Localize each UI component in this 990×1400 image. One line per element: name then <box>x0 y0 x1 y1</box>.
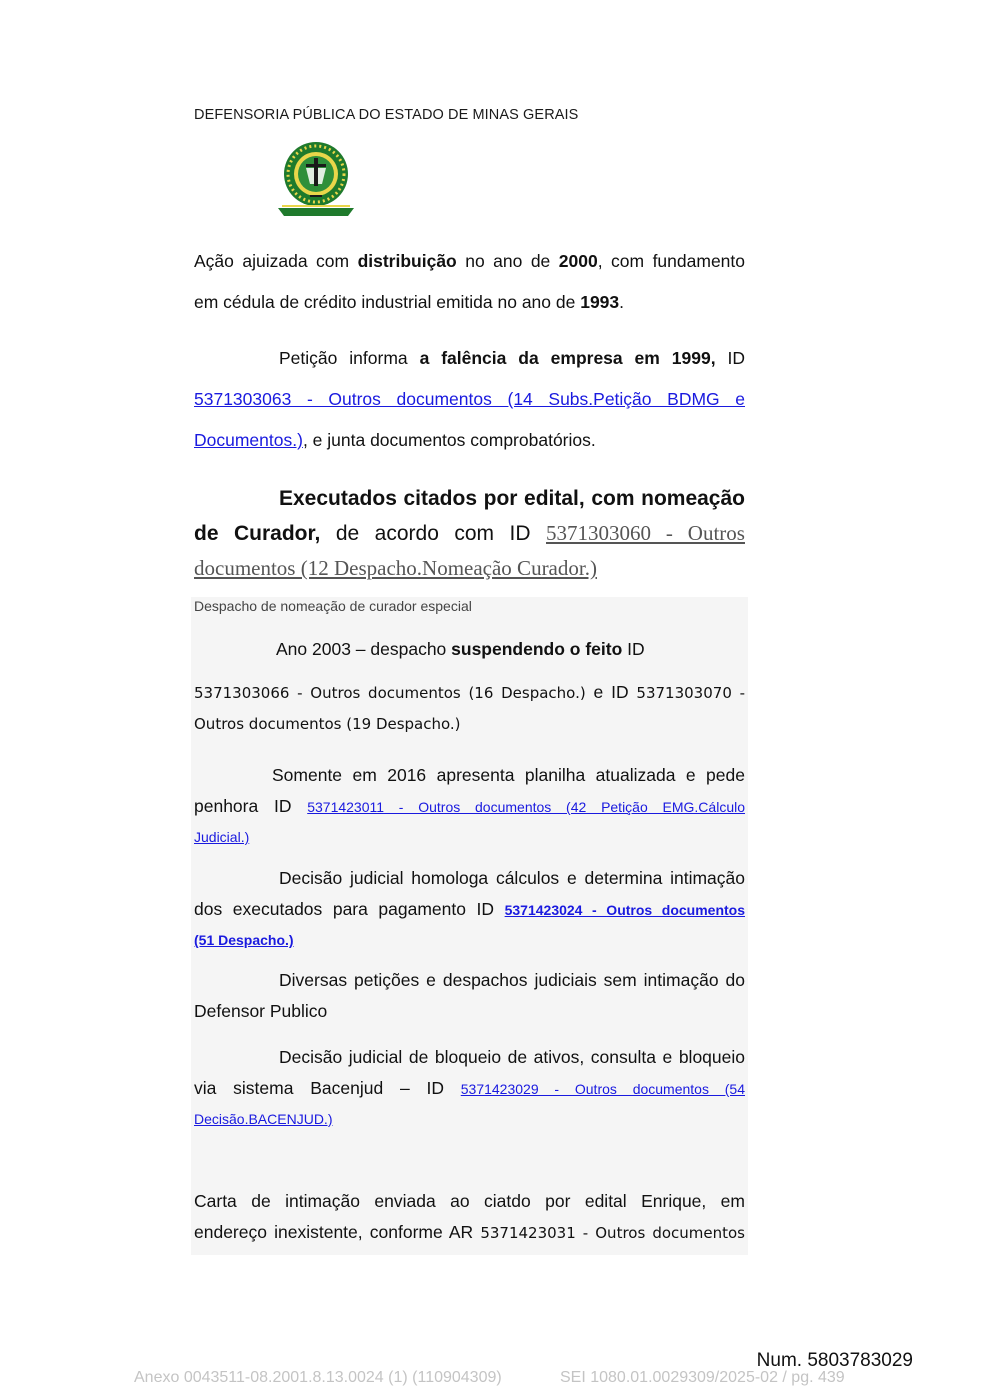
text: dos executados para pagamento ID <box>194 899 505 919</box>
paragraph-suspension <box>194 629 745 737</box>
paragraph-homologation <box>194 863 745 953</box>
annex-watermark: Anexo 0043511-08.2001.8.13.0024 (1) (110904309) <box>134 1369 502 1386</box>
bold-text: a falência da empresa em 1999, <box>419 348 716 368</box>
text: Carta de intimação enviada ao ciatdo por edital Enrique, em <box>194 1191 745 1211</box>
text: em cédula de crédito industrial emitida no ano de <box>194 292 581 312</box>
paragraph-letter <box>194 1186 745 1249</box>
text: via sistema Bacenjud – ID <box>194 1078 461 1098</box>
text: Somente em 2016 apresenta planilha atualizada e pede <box>272 765 745 785</box>
text: Ano 2003 – despacho <box>276 639 452 659</box>
document-number: Num. 5803783029 <box>756 1350 913 1371</box>
text: Decisão judicial de bloqueio de ativos, consulta e bloqueio <box>279 1047 745 1067</box>
document-link[interactable]: 5371423024 - Outros documentos <box>504 902 745 918</box>
text: , com fundamento <box>597 251 745 271</box>
text: penhora ID <box>194 796 308 816</box>
bold-text: 1993 <box>580 292 620 312</box>
text: endereço inexistente, conforme AR <box>194 1222 481 1242</box>
sei-watermark: SEI 1080.01.0029309/2025-02 / pg. 439 <box>560 1369 845 1386</box>
paragraph-bacenjud <box>194 1042 745 1132</box>
document-link[interactable]: Decisão.BACENJUD.) <box>194 1111 333 1127</box>
text: . <box>619 292 625 312</box>
document-ref: 5371423031 - Outros documentos <box>480 1224 745 1242</box>
paragraph-2016 <box>194 760 745 850</box>
document-link[interactable]: 5371423029 - Outros documentos (54 <box>460 1081 745 1097</box>
document-link[interactable]: 5371303063 - Outros documentos (14 Subs.Petição BDMG e <box>194 389 745 409</box>
text: ID <box>622 639 645 659</box>
note-curator: Despacho de nomeação de curador especial <box>194 598 472 614</box>
text: Diversas petições e despachos judiciais sem intimação do <box>279 970 745 990</box>
text: , e junta documentos comprobatórios. <box>302 430 596 450</box>
document-link[interactable]: Documentos.) <box>194 430 303 450</box>
document-link[interactable]: Judicial.) <box>194 829 250 845</box>
document-link[interactable]: 5371303060 - Outros <box>546 521 745 545</box>
bold-text: distribuição <box>357 251 457 271</box>
document-ref: Outros documentos (19 Despacho.) <box>194 715 461 733</box>
paragraph-petitions <box>194 965 745 1027</box>
org-header: DEFENSORIA PÚBLICA DO ESTADO DE MINAS GERAIS <box>194 107 579 123</box>
paragraph-filing <box>194 241 745 323</box>
document-link[interactable]: (51 Despacho.) <box>194 932 294 948</box>
text: de acordo com ID <box>320 522 547 545</box>
document-link[interactable]: 5371423011 - Outros documentos (42 Petição EMG.Cálculo <box>307 799 745 815</box>
document-ref: 5371303070 - <box>636 684 745 702</box>
paragraph-curator <box>194 481 745 586</box>
defensoria-seal-icon <box>270 138 362 220</box>
document-link[interactable]: documentos (12 Despacho.Nomeação Curador.) <box>194 556 597 580</box>
text: Defensor Publico <box>194 1001 328 1021</box>
text: e ID <box>585 682 637 702</box>
bold-text: de Curador, <box>194 522 321 545</box>
paragraph-bankruptcy <box>194 338 745 461</box>
text: no ano de <box>456 251 559 271</box>
bold-text: suspendendo o feito <box>451 639 623 659</box>
text: Decisão judicial homologa cálculos e determina intimação <box>279 868 745 888</box>
text: ID <box>715 348 745 368</box>
document-ref: 5371303066 - Outros documentos (16 Despacho.) <box>194 684 586 702</box>
bold-text: 2000 <box>558 251 598 271</box>
text: Petição informa <box>279 348 420 368</box>
bold-text: Executados citados por edital, com nomeação <box>279 487 745 510</box>
text: Ação ajuizada com <box>194 251 358 271</box>
